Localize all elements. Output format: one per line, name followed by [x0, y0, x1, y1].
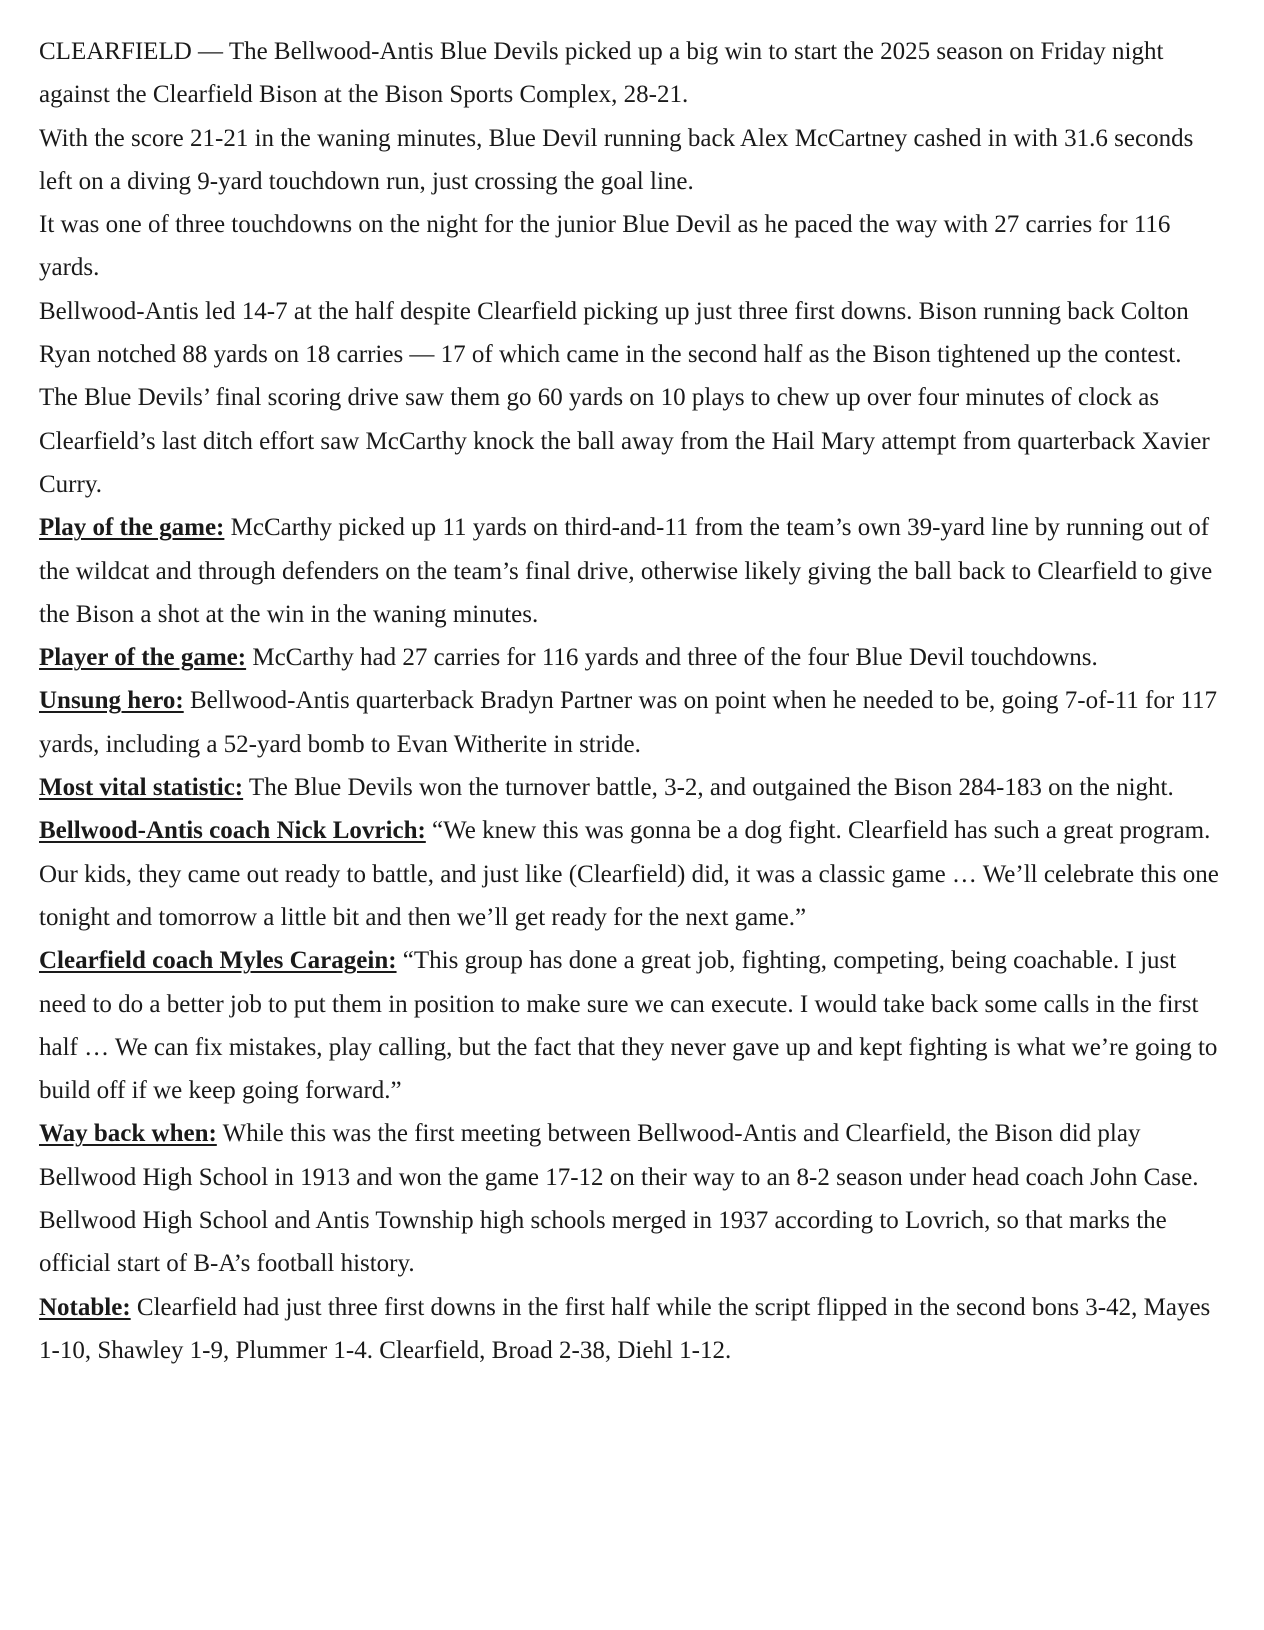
- paragraph-text: CLEARFIELD — The Bellwood-Antis Blue Devils picked up a big win to start the 2025 season on Friday night against the Clearfield Bison at the Bison Sports Complex, 28-21.: [39, 38, 1164, 109]
- paragraph-text: The Blue Devils’ final scoring drive saw them go 60 yards on 10 plays to chew up over four minutes of clock as Clearfield’s last ditch effort saw McCarthy knock the ball away from the Hail Mary attempt from quarterback Xavier Curry.: [39, 384, 1210, 498]
- paragraph-winning-score: [39, 117, 1229, 204]
- paragraph-coach-lovrich: [39, 809, 1229, 939]
- paragraph-text: Bellwood-Antis quarterback Bradyn Partner was on point when he needed to be, going 7-of-11 for 117 yards, including a 52-yard bomb to Evan Witherite in stride.: [39, 687, 1218, 758]
- paragraph-final-drive: [39, 376, 1229, 506]
- paragraph-way-back-when: [39, 1112, 1229, 1285]
- paragraph-player-of-game: [39, 636, 1229, 679]
- paragraph-intro: [39, 30, 1229, 117]
- paragraph-vital-statistic: [39, 766, 1229, 809]
- paragraph-text: Clearfield had just three first downs in the first half while the script flipped in the second bons 3-42, Mayes 1-10, Shawley 1-9, Plummer 1-4. Clearfield, Broad 2-38, Diehl 1-12.: [39, 1293, 1211, 1364]
- paragraph-text: McCarthy had 27 carries for 116 yards and three of the four Blue Devil touchdowns.: [246, 644, 1098, 672]
- paragraph-text: The Blue Devils won the turnover battle, 3-2, and outgained the Bison 284-183 on the night.: [243, 774, 1174, 802]
- paragraph-text: It was one of three touchdowns on the night for the junior Blue Devil as he paced the way with 27 carries for 116 yards.: [39, 211, 1171, 282]
- paragraph-text: With the score 21-21 in the waning minutes, Blue Devil running back Alex McCartney cashed in with 31.6 seconds left on a diving 9-yard touchdown run, just crossing the goal line.: [39, 124, 1194, 195]
- section-label: Bellwood-Antis coach Nick Lovrich:: [39, 817, 426, 845]
- paragraph-text: McCarthy picked up 11 yards on third-and-11 from the team’s own 39-yard line by running out of the wildcat and through defenders on the team’s final drive, otherwise likely giving the ball back to Clearfield to give the Bison a shot at the win in the waning minutes.: [39, 514, 1213, 628]
- paragraph-notable: [39, 1286, 1229, 1373]
- paragraph-text: While this was the first meeting between Bellwood-Antis and Clearfield, the Bison did play Bellwood High School in 1913 and won the game 17-12 on their way to an 8-2 season under head coach John Case. Bellwood High School and Antis Township high schools merged in 1937 according to Lovrich, so that marks the official start of B-A’s football history.: [39, 1120, 1199, 1278]
- section-label: Notable:: [39, 1293, 131, 1321]
- section-label: Most vital statistic:: [39, 774, 244, 802]
- section-label: Clearfield coach Myles Caragein:: [39, 947, 397, 975]
- section-label: Player of the game:: [39, 644, 247, 672]
- section-label: Play of the game:: [39, 514, 225, 542]
- article-body: [39, 30, 1229, 1372]
- paragraph-unsung-hero: [39, 679, 1229, 766]
- paragraph-coach-caragein: [39, 939, 1229, 1112]
- paragraph-touchdowns: [39, 203, 1229, 290]
- paragraph-text: “We knew this was gonna be a dog fight. Clearfield has such a great program. Our kids, they came out ready to battle, and just like (Clearfield) did, it was a classic game … We’ll celebrate this one tonight and tomorrow a little bit and then we’ll get ready for the next game.”: [39, 817, 1219, 931]
- paragraph-text: “This group has done a great job, fighting, competing, being coachable. I just need to do a better job to put them in position to make sure we can execute. I would take back some calls in the first half … We can fix mistakes, play calling, but the fact that they never gave up and kept fighting is what we’re going to build off if we keep going forward.”: [39, 947, 1218, 1105]
- paragraph-text: Bellwood-Antis led 14-7 at the half despite Clearfield picking up just three first downs. Bison running back Colton Ryan notched 88 yards on 18 carries — 17 of which came in the second half as the Bison tightened up the contest.: [39, 297, 1189, 369]
- paragraph-halftime: [39, 290, 1229, 377]
- paragraph-play-of-game: [39, 506, 1229, 636]
- section-label: Unsung hero:: [39, 687, 184, 715]
- section-label: Way back when:: [39, 1120, 217, 1148]
